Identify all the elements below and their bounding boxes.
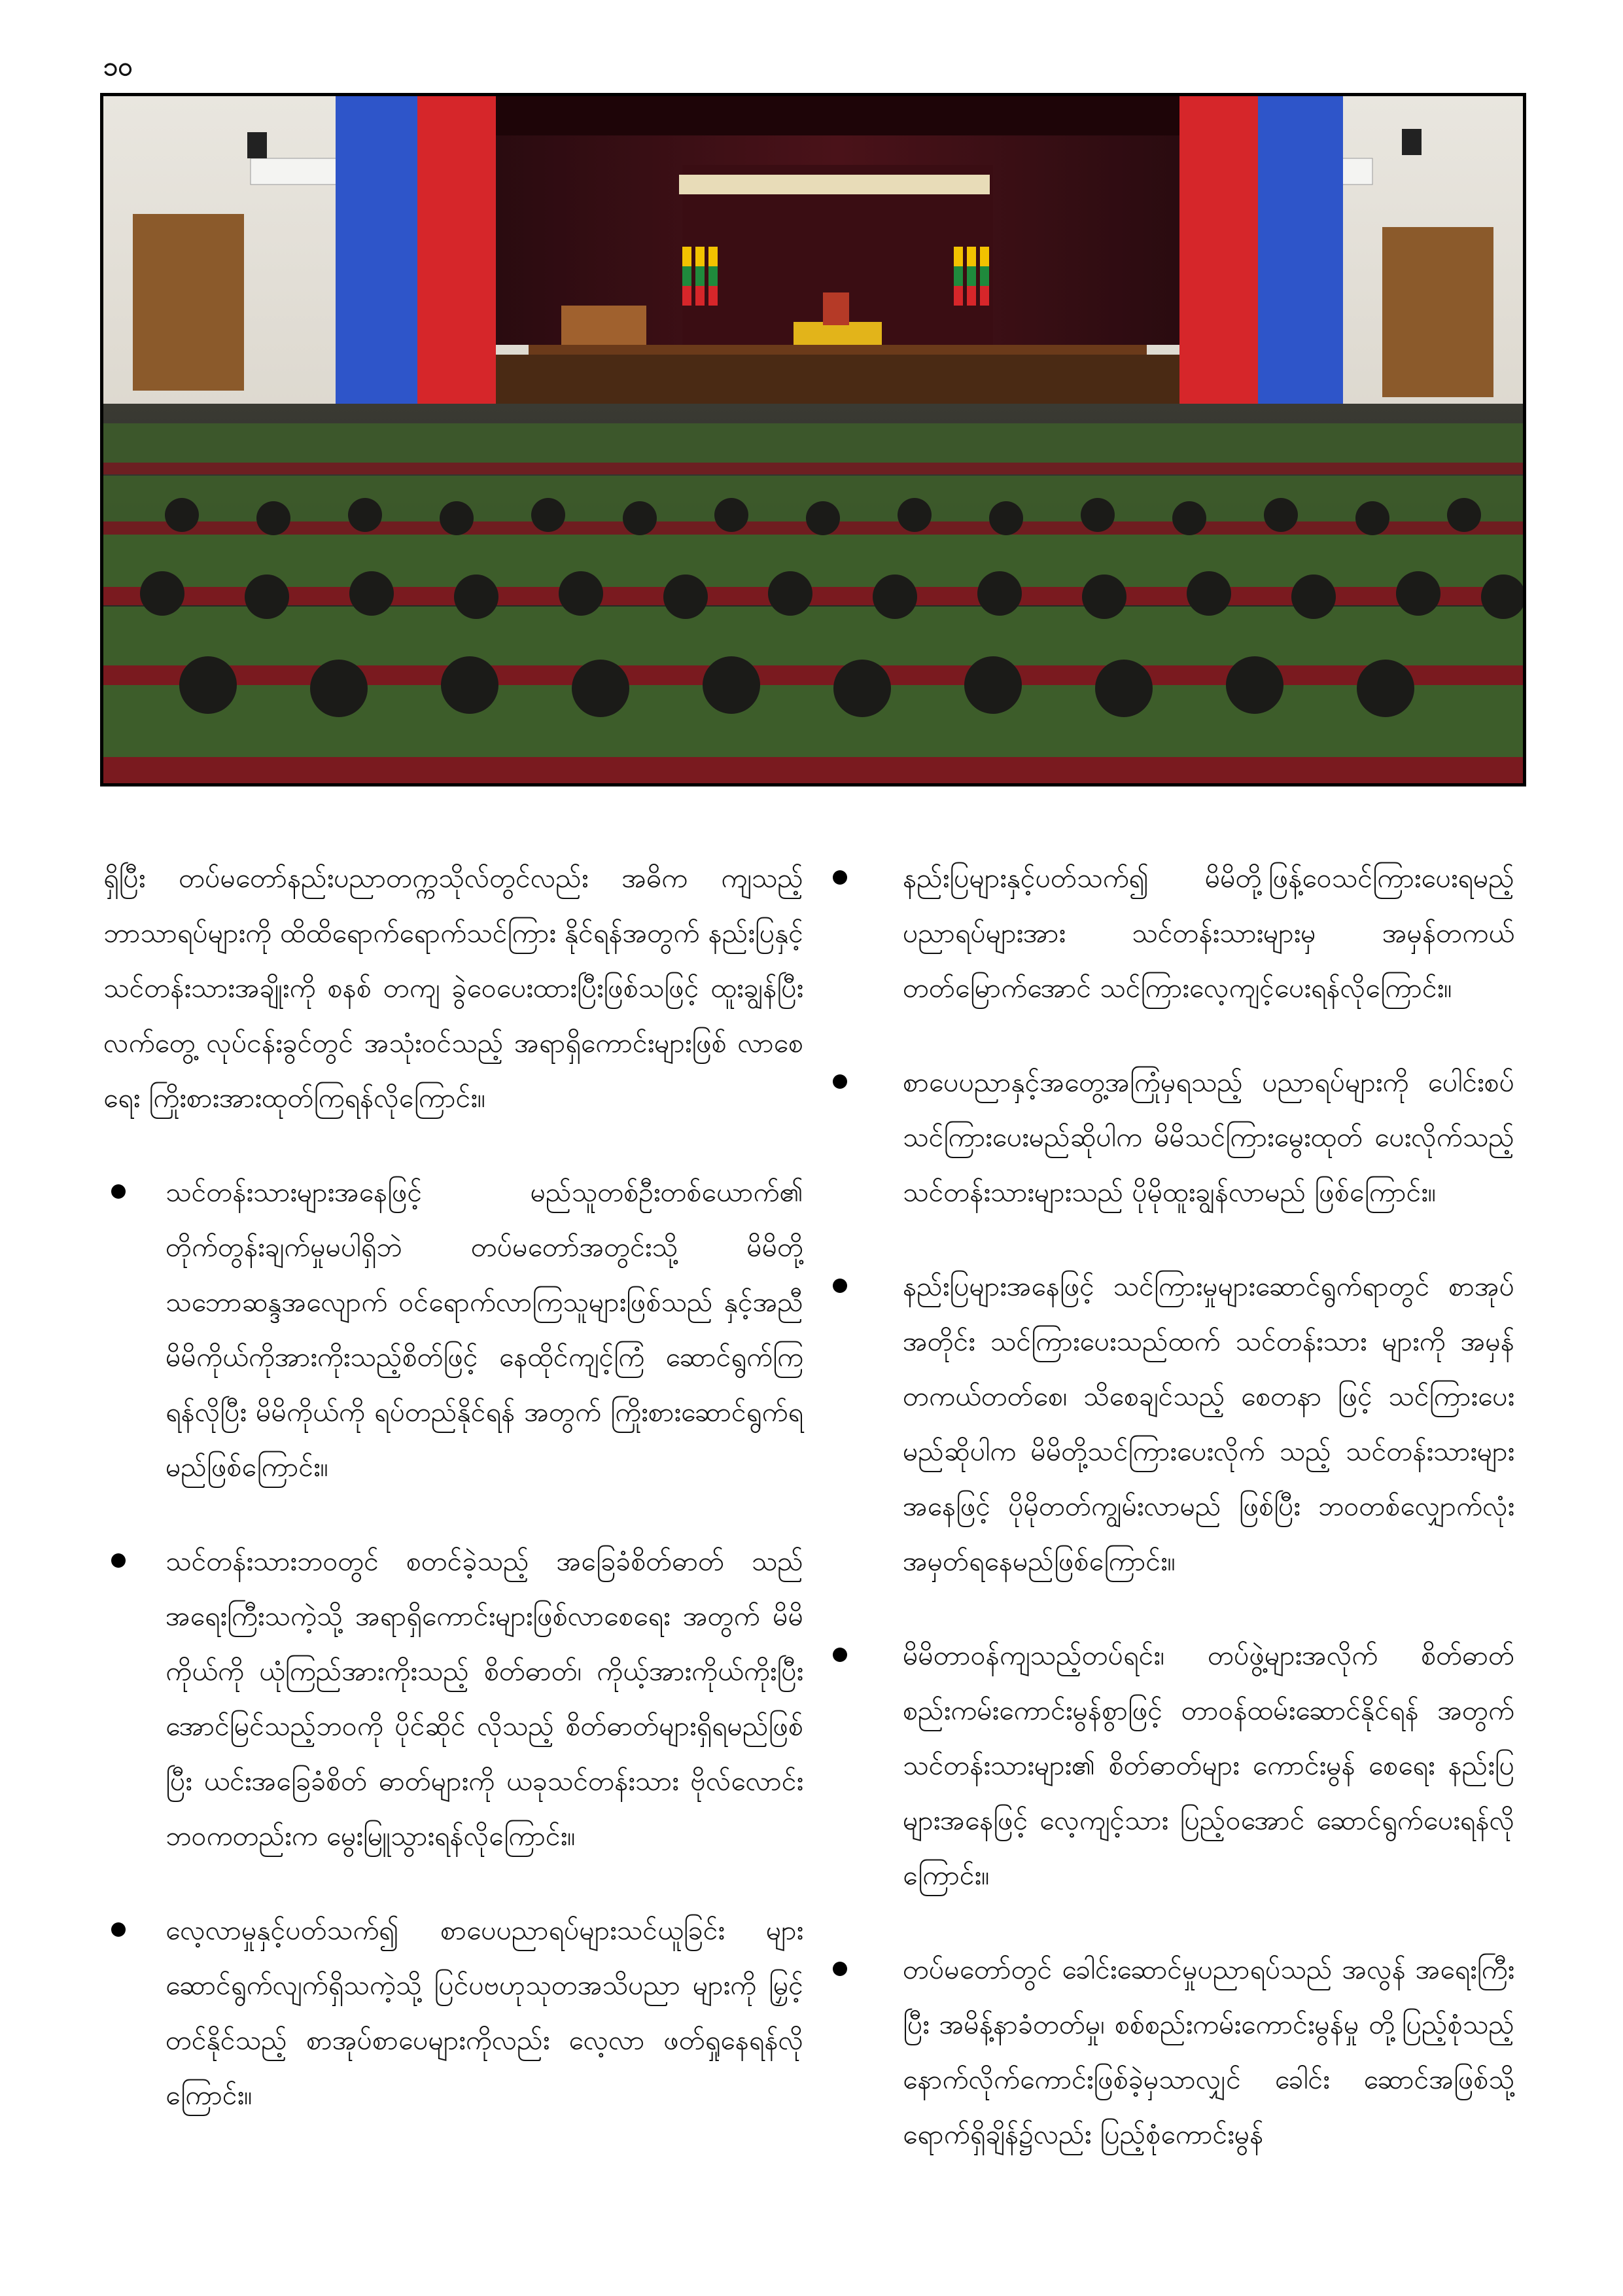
bullet-icon: [111, 1922, 126, 1937]
left-bullet-item: [103, 1903, 803, 2123]
stage-edge: [529, 345, 1147, 355]
bullet-text: နည်းပြများနှင့်ပတ်သက်၍ မိမိတို့ဖြန့်ဝေသင်ကြားပေးရမည့် ပညာရပ်များအား သင်တန်းသားများမှ အမှန်တကယ် တတ်မြောက်အောင် သင်ကြားလေ့ကျင့်ပေးရန်လိုကြောင်း။: [903, 862, 1514, 1004]
bullet-text: စာပေပညာနှင့်အတွေ့အကြုံမှရသည့် ပညာရပ်များကို ပေါင်းစပ်သင်ကြားပေးမည်ဆိုပါက မိမိသင်ကြားမွေးထုတ် ပေးလိုက်သည့် သင်တန်းသားများသည် ပိုမိုထူးချွန်လာမည် ဖြစ်ကြောင်း။: [903, 1067, 1514, 1208]
bullet-text: လေ့လာမှုနှင့်ပတ်သက်၍ စာပေပညာရပ်များသင်ယူခြင်း များ ဆောင်ရွက်လျက်ရှိသကဲ့သို့ ပြင်ပဗဟုသုတအသိပညာ များကို မြှင့်တင်နိုင်သည့် စာအုပ်စာပေများကိုလည်း လေ့လာ ဖတ်ရှုနေရန်လိုကြောင်း။: [166, 1915, 803, 2111]
auditorium-photo: [100, 93, 1526, 786]
right-bullet-item: [814, 1259, 1514, 1589]
left-door: [133, 214, 244, 391]
right-flags: [954, 247, 989, 306]
bullet-text: တပ်မတော်တွင် ခေါင်းဆောင်မှုပညာရပ်သည် အလွန် အရေးကြီးပြီး အမိန့်နာခံတတ်မှု၊ စစ်စည်းကမ်းကောင်းမွန်မှု တို့ပြည့်စုံသည့် နောက်လိုက်ကောင်းဖြစ်ခဲ့မှသာလျှင် ခေါင်း ဆောင်အဖြစ်သို့ ရောက်ရှိချိန်၌လည်း ပြည့်စုံကောင်းမွန်: [903, 1954, 1514, 2150]
bullet-icon: [833, 1074, 847, 1089]
intro-paragraph: ရှိပြီး တပ်မတော်နည်းပညာတက္ကသိုလ်တွင်လည်း အဓိက ကျသည့် ဘာသာရပ်များကို ထိထိရောက်ရောက်သင်ကြား နိုင်ရန်အတွက် နည်းပြနှင့် သင်တန်းသားအချိုးကို စနစ် တကျ ခွဲဝေပေးထားပြီးဖြစ်သဖြင့် ထူးချွန်ပြီး လက်တွေ့ လုပ်ငန်းခွင်တွင် အသုံးဝင်သည့် အရာရှိကောင်းများဖြစ် လာစေရေး ကြိုးစားအားထုတ်ကြရန်လိုကြောင်း။: [103, 862, 803, 1114]
bullet-icon: [833, 1648, 847, 1662]
auditorium-illustration: [103, 96, 1523, 783]
right-speaker: [1402, 129, 1422, 155]
bullet-icon: [833, 870, 847, 885]
left-bullet-item: [103, 1165, 803, 1494]
left-bullet-item: [103, 1534, 803, 1863]
chair: [823, 292, 849, 325]
bullet-text: သင်တန်းသားများအနေဖြင့် မည်သူတစ်ဦးတစ်ယောက်၏ တိုက်တွန်းချက်မှုမပါရှိဘဲ တပ်မတော်အတွင်းသို့ မိမိတို့ သဘောဆန္ဒအလျောက် ဝင်ရောက်လာကြသူများဖြစ်သည် နှင့်အညီ မိမိကိုယ်ကိုအားကိုးသည့်စိတ်ဖြင့် နေထိုင်ကျင့်ကြံ ဆောင်ရွက်ကြရန်လိုပြီး မိမိကိုယ်ကို ရပ်တည်နိုင်ရန် အတွက် ကြိုးစားဆောင်ရွက်ရမည်ဖြစ်ကြောင်း။: [166, 1176, 803, 1483]
bullet-text: သင်တန်းသားဘဝတွင် စတင်ခဲ့သည့် အခြေခံစိတ်ဓာတ် သည် အရေးကြီးသကဲ့သို့ အရာရှိကောင်းများဖြစ်လာစေရေး အတွက် မိမိကိုယ်ကို ယုံကြည်အားကိုးသည့် စိတ်ဓာတ်၊ ကိုယ့်အားကိုယ်ကိုးပြီး အောင်မြင်သည့်ဘဝကို ပိုင်ဆိုင် လိုသည့် စိတ်ဓာတ်များရှိရမည်ဖြစ်ပြီး ယင်းအခြေခံစိတ် ဓာတ်များကို ယခုသင်တန်းသား ဗိုလ်လောင်းဘဝကတည်းက မွေးမြူသွားရန်လိုကြောင်း။: [166, 1545, 803, 1852]
bullet-icon: [833, 1962, 847, 1976]
left-red-column: [417, 96, 496, 410]
right-blue-column: [1258, 96, 1343, 423]
page-number: ၁၀: [103, 52, 133, 82]
bullet-icon: [833, 1279, 847, 1293]
right-bullet-item: [814, 1628, 1514, 1903]
bullet-text: မိမိတာဝန်ကျသည့်တပ်ရင်း၊ တပ်ဖွဲ့များအလိုက် စိတ်ဓာတ် စည်းကမ်းကောင်းမွန်စွာဖြင့် တာဝန်ထမ်းဆောင်နိုင်ရန် အတွက် သင်တန်းသားများ၏ စိတ်ဓာတ်များ ကောင်းမွန် စေရေး နည်းပြများအနေဖြင့် လေ့ကျင့်သား ပြည့်ဝအောင် ဆောင်ရွက်ပေးရန်လိုကြောင်း။: [903, 1640, 1514, 1891]
left-flags: [682, 247, 718, 306]
stage-valance: [496, 96, 1179, 135]
right-column: [814, 851, 1514, 2201]
bullet-icon: [111, 1184, 126, 1199]
left-blue-column: [336, 96, 421, 423]
left-column: [103, 851, 803, 2162]
right-door: [1382, 227, 1493, 397]
banner-top: [679, 175, 990, 194]
bullet-text: နည်းပြများအနေဖြင့် သင်ကြားမှုများဆောင်ရွက်ရာတွင် စာအုပ်အတိုင်း သင်ကြားပေးသည်ထက် သင်တန်းသား များကို အမှန်တကယ်တတ်စေ၊ သိစေချင်သည့် စေတနာ ဖြင့် သင်ကြားပေးမည်ဆိုပါက မိမိတို့သင်ကြားပေးလိုက် သည့် သင်တန်းသားများအနေဖြင့် ပိုမိုတတ်ကျွမ်းလာမည် ဖြစ်ပြီး ဘဝတစ်လျှောက်လုံး အမှတ်ရနေမည်ဖြစ်ကြောင်း။: [903, 1271, 1514, 1577]
left-ac-unit: [251, 158, 342, 185]
right-red-column: [1179, 96, 1258, 410]
bullet-icon: [111, 1553, 126, 1568]
right-bullet-item: [814, 1942, 1514, 2162]
left-speaker: [247, 132, 267, 158]
right-bullet-item: [814, 1055, 1514, 1220]
right-bullet-item: [814, 851, 1514, 1016]
